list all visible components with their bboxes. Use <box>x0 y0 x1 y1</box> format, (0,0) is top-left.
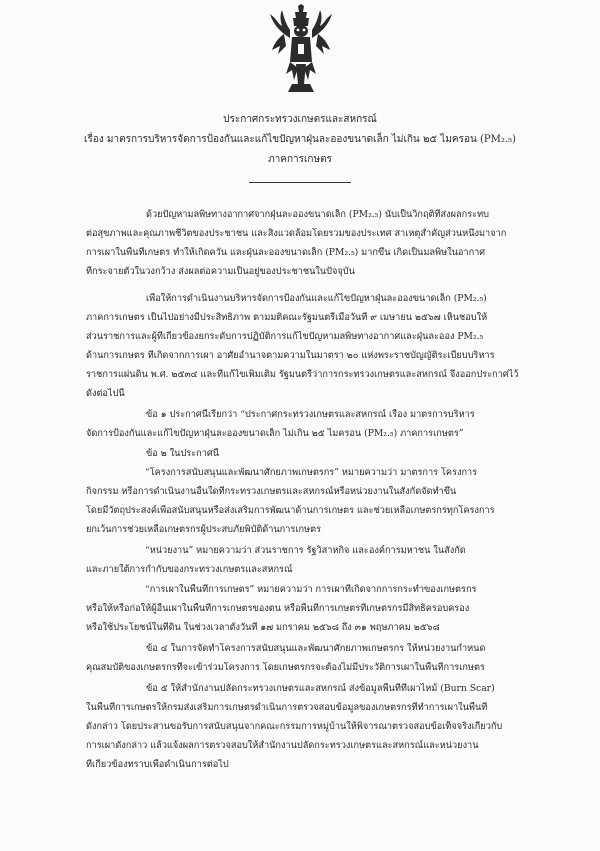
clause-4-line: คุณสมบัติของเกษตรกรที่จะเข้าร่วมโครงการ โดยเกษตรกรจะต้องไม่มีประวัติการเผาในพื้นที่การเกษตร <box>86 662 485 673</box>
definition-line: กิจกรรม หรือการดำเนินงานอื่นใดที่กระทรวงเกษตรและสหกรณ์หรือหน่วยงานในสังกัดจัดทำขึ้น <box>86 486 457 497</box>
clause-5-line: ในพื้นที่การเกษตรให้กรมส่งเสริมการเกษตรดำเนินการตรวจสอบข้อมูลของเกษตรกรที่ทำการเผาในพื้นที่ <box>86 702 488 713</box>
clause-1-line: ข้อ ๑ ประกาศนี้เรียกว่า “ประกาศกระทรวงเกษตรและสหกรณ์ เรื่อง มาตรการบริหาร <box>146 409 475 420</box>
definition-line: และภายใต้การกำกับของกระทรวงเกษตรและสหกรณ์ <box>86 564 293 575</box>
definition-line: โดยมีวัตถุประสงค์เพื่อสนับสนุนหรือส่งเสริมการพัฒนาด้านการเกษตร และช่วยเหลือเกษตรกรทุกโครงการ <box>86 505 495 516</box>
header-divider <box>249 182 351 183</box>
body-line: ราชการแผ่นดิน พ.ศ. ๒๕๓๔ และที่แก้ไขเพิ่มเติม รัฐมนตรีว่าการกระทรวงเกษตรและสหกรณ์ จึงออกประกาศไว้ <box>86 369 519 380</box>
body-line: ด้วยปัญหามลพิษทางอากาศจากฝุ่นละอองขนาดเล็ก (PM₂.₅) นับเป็นวิกฤติที่ส่งผลกระทบ <box>146 209 489 220</box>
body-line: ที่กระจายตัวในวงกว้าง ส่งผลต่อความเป็นอยู่ของประชาชนในปัจจุบัน <box>86 266 355 277</box>
announcement-subject: เรื่อง มาตรการบริหารจัดการป้องกันและแก้ไขปัญหาฝุ่นละอองขนาดเล็ก ไม่เกิน ๒๕ ไมครอน (PM₂.₅) <box>84 134 516 145</box>
clause-5-line: ที่เกี่ยวข้องทราบเพื่อดำเนินการต่อไป <box>86 759 229 770</box>
body-line: เพื่อให้การดำเนินงานบริหารจัดการป้องกันและแก้ไขปัญหาฝุ่นละอองขนาดเล็ก (PM₂.₅) <box>146 293 487 304</box>
definition-line: ยกเว้นการช่วยเหลือเกษตรกรผู้ประสบภัยพิบัติด้านการเกษตร <box>86 524 322 535</box>
announcement-sector: ภาคการเกษตร <box>268 154 332 165</box>
body-line: ภาคการเกษตร เป็นไปอย่างมีประสิทธิภาพ ตามมติคณะรัฐมนตรีเมื่อวันที่ ๙ เมษายน ๒๕๖๗ เห็นชอบให้ <box>86 312 488 323</box>
definition-line: “การเผาในพื้นที่การเกษตร” หมายความว่า การเผาที่เกิดจากการกระทำของเกษตรกร <box>145 584 477 595</box>
definition-line: “หน่วยงาน” หมายความว่า ส่วนราชการ รัฐวิสาหกิจ และองค์การมหาชน ในสังกัด <box>145 545 466 556</box>
definition-line: หรือใช้ประโยชน์ในที่ดิน ในช่วงเวลาตั้งวันที่ ๑๗ มกราคม ๒๕๖๘ ถึง ๓๑ พฤษภาคม ๒๕๖๘ <box>86 622 440 633</box>
definition-line: “โครงการสนับสนุนและพัฒนาศักยภาพเกษตรกร” หมายความว่า มาตรการ โครงการ <box>145 467 478 478</box>
clause-1-line: จัดการป้องกันและแก้ไขปัญหาฝุ่นละอองขนาดเล็ก ไม่เกิน ๒๕ ไมครอน (PM₂.₅) ภาคการเกษตร” <box>86 428 464 439</box>
body-line: การเผาในพื้นที่เกษตร ทำให้เกิดควัน และฝุ่นละอองขนาดเล็ก (PM₂.₅) มากขึ้น เกิดเป็นมลพิษในอากาศ <box>86 247 486 258</box>
body-line: ส่วนราชการและผู้ที่เกี่ยวข้องยกระดับการปฏิบัติการแก้ไขปัญหามลพิษทางอากาศและฝุ่นละออง PM₂.₅ <box>86 331 484 342</box>
body-line: ดังต่อไปนี้ <box>86 388 125 399</box>
clause-5-line: ดังกล่าว โดยประสานขอรับการสนับสนุนจากคณะกรรมการหมู่บ้านให้พิจารณาตรวจสอบข้อเท็จจริงเกี่ยวกับ <box>86 721 503 732</box>
clause-4-line: ข้อ ๔ ในการจัดทำโครงการสนับสนุนและพัฒนาศักยภาพเกษตรกร ให้หน่วยงานกำหนด <box>146 643 486 654</box>
clause-2-heading: ข้อ ๒ ในประกาศนี้ <box>146 448 219 459</box>
clause-5-line: การเผาดังกล่าว แล้วแจ้งผลการตรวจสอบให้สำนักงานปลัดกระทรวงเกษตรและสหกรณ์และหน่วยงาน <box>86 740 479 751</box>
announcement-issuer: ประกาศกระทรวงเกษตรและสหกรณ์ <box>223 114 377 125</box>
definition-line: หรือให้หรือก่อให้ผู้อื่นเผาในพื้นที่การเกษตรของตน หรือพื้นที่การเกษตรที่เกษตรกรมีสิทธิครอบครอง <box>86 603 470 614</box>
body-line: ต่อสุขภาพและคุณภาพชีวิตของประชาชน และสิ่งแวดล้อมโดยรวมของประเทศ สาเหตุสำคัญส่วนหนึ่งมาจาก <box>86 228 507 239</box>
clause-5-line: ข้อ ๕ ให้สำนักงานปลัดกระทรวงเกษตรและสหกรณ์ ส่งข้อมูลพื้นที่ที่เผาไหม้ (Burn Scar) <box>146 683 495 694</box>
body-line: ด้านการเกษตร ที่เกิดจากการเผา อาศัยอำนาจตามความในมาตรา ๒๐ แห่งพระราชบัญญัติระเบียบบริหาร <box>86 350 495 361</box>
garuda-emblem-icon <box>268 4 334 96</box>
